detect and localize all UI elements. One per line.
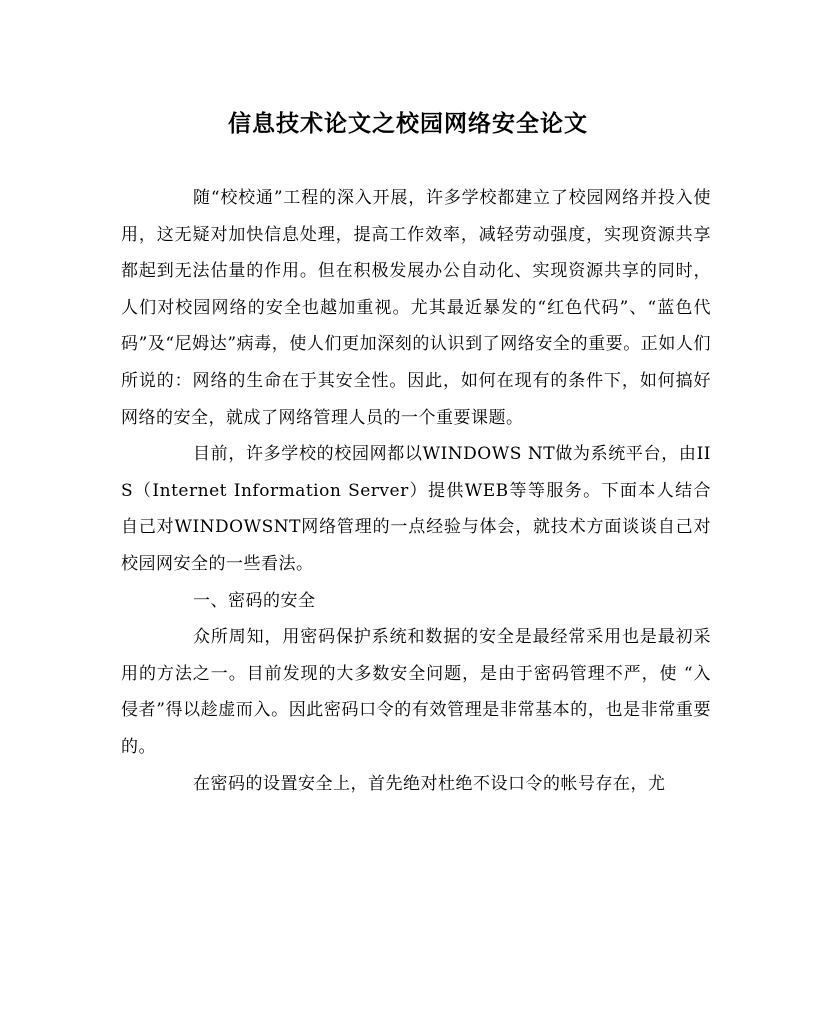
document-title: 信息技术论文之校园网络安全论文 bbox=[228, 110, 588, 137]
section-heading-password: 一、密码的安全 bbox=[193, 590, 316, 611]
paragraph-password-setting: 在密码的设置安全上，首先绝对杜绝不设口令的帐号存在，尤 bbox=[193, 773, 666, 794]
document-body bbox=[121, 180, 711, 802]
paragraph-intro: 随“校校通”工程的深入开展，许多学校都建立了校园网络并投入使用，这无疑对加快信息处理，提高工作效率，减轻劳动强度，实现资源共享都起到无法估量的作用。但在积极发展办公自动化、实现资源共享的同时，人们对校园网络的安全也越加重视。尤其最近暴发的“红色代码”、“蓝色代码”及“尼姆达”病毒，使人们更加深刻的认识到了网络安全的重要。正如人们所说的：网络的生命在于其安全性。因此，如何在现有的条件下，如何搞好网络的安全，就成了网络管理人员的一个重要课题。 bbox=[121, 188, 711, 428]
paragraph-password-importance: 众所周知，用密码保护系统和数据的安全是最经常采用也是最初采用的方法之一。目前发现的大多数安全问题，是由于密码管理不严，使 “入侵者”得以趁虚而入。因此密码口令的有效管理是非常基本的，也是非常重要的。 bbox=[121, 627, 711, 757]
paragraph-platform: 目前，许多学校的校园网都以WINDOWS NT做为系统平台，由IIS（Internet Information Server）提供WEB等等服务。下面本人结合自己对WINDOWSNT网络管理的一点经验与体会，就技术方面谈谈自己对校园网安全的一些看法。 bbox=[121, 444, 711, 574]
